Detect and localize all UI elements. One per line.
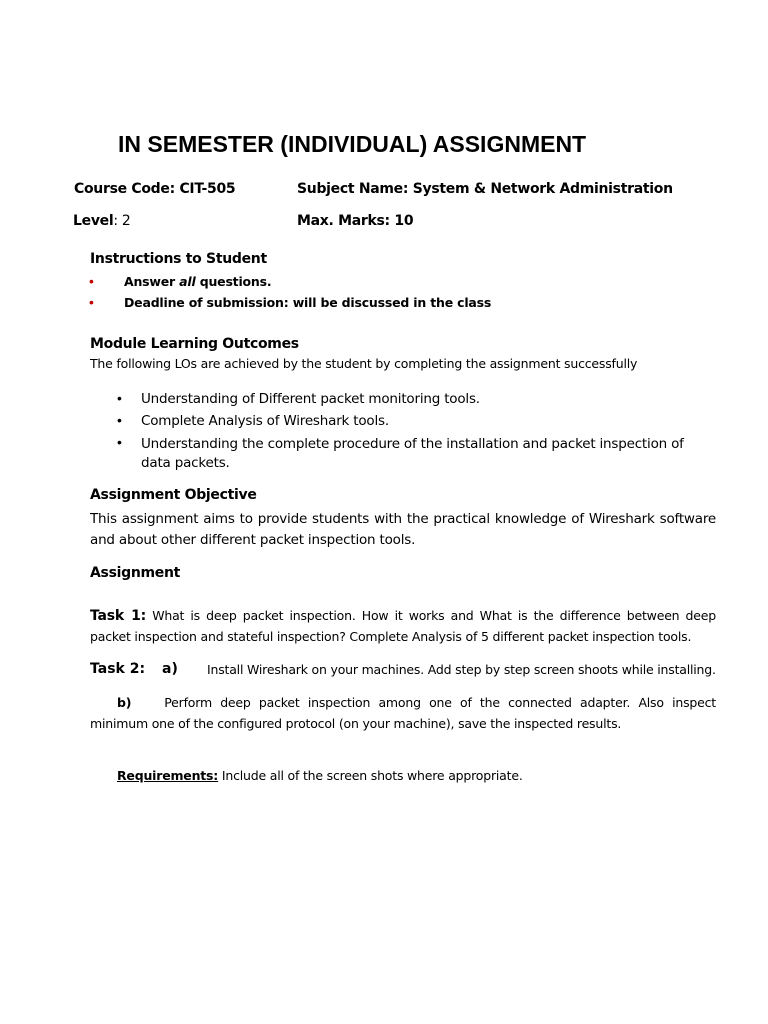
task1 xyxy=(90,606,716,647)
task2b-label: b) xyxy=(117,695,132,710)
document-title: IN SEMESTER (INDIVIDUAL) ASSIGNMENT xyxy=(118,131,587,157)
bullet-icon: • xyxy=(117,412,122,428)
level-label: Level xyxy=(73,213,114,229)
outcomes-intro: The following LOs are achieved by the student by completing the assignment successfully xyxy=(90,356,638,371)
outcome-item: Complete Analysis of Wireshark tools. xyxy=(141,413,389,429)
outcomes-heading: Module Learning Outcomes xyxy=(90,336,299,352)
bullet-icon: • xyxy=(117,434,122,450)
bullet-icon: • xyxy=(89,273,94,289)
task2a-text: Install Wireshark on your machines. Add step by step screen shoots while installing. xyxy=(207,662,716,677)
task1-label: Task 1: xyxy=(90,608,147,624)
instruction-item: Deadline of submission: will be discussed in the class xyxy=(124,295,492,310)
max-marks: Max. Marks: 10 xyxy=(297,213,414,229)
objective-text: This assignment aims to provide students with the practical knowledge of Wireshark software and about other different packet inspection tools. xyxy=(90,511,716,548)
outcome-item: Understanding the complete procedure of the installation and packet inspection of data packets. xyxy=(141,436,684,471)
bullet-icon: • xyxy=(89,294,94,310)
instructions-heading: Instructions to Student xyxy=(90,251,267,267)
task2b-text: Perform deep packet inspection among one of the connected adapter. Also inspect minimum one of the configured protocol (on your machine), save the inspected results. xyxy=(90,695,716,731)
instruction-item: Answer all questions. xyxy=(124,274,272,289)
level-value: : 2 xyxy=(113,213,131,229)
course-code: Course Code: CIT-505 xyxy=(74,181,236,197)
requirements-label: Requirements: xyxy=(117,768,219,783)
level xyxy=(73,213,131,229)
task2b xyxy=(90,693,716,734)
objective-heading: Assignment Objective xyxy=(90,487,257,503)
task2a-label: a) xyxy=(162,661,178,677)
requirements-text: Include all of the screen shots where appropriate. xyxy=(218,768,523,783)
task2-label: Task 2: xyxy=(90,661,146,677)
subject-name: Subject Name: System & Network Administration xyxy=(297,181,673,197)
task1-text: What is deep packet inspection. How it works and What is the difference between deep packet inspection and stateful inspection? Complete Analysis of 5 different packet inspection tools. xyxy=(90,608,716,644)
requirements xyxy=(117,768,523,783)
outcome-item: Understanding of Different packet monitoring tools. xyxy=(141,391,480,407)
bullet-icon: • xyxy=(117,390,122,406)
assignment-heading: Assignment xyxy=(90,565,181,581)
